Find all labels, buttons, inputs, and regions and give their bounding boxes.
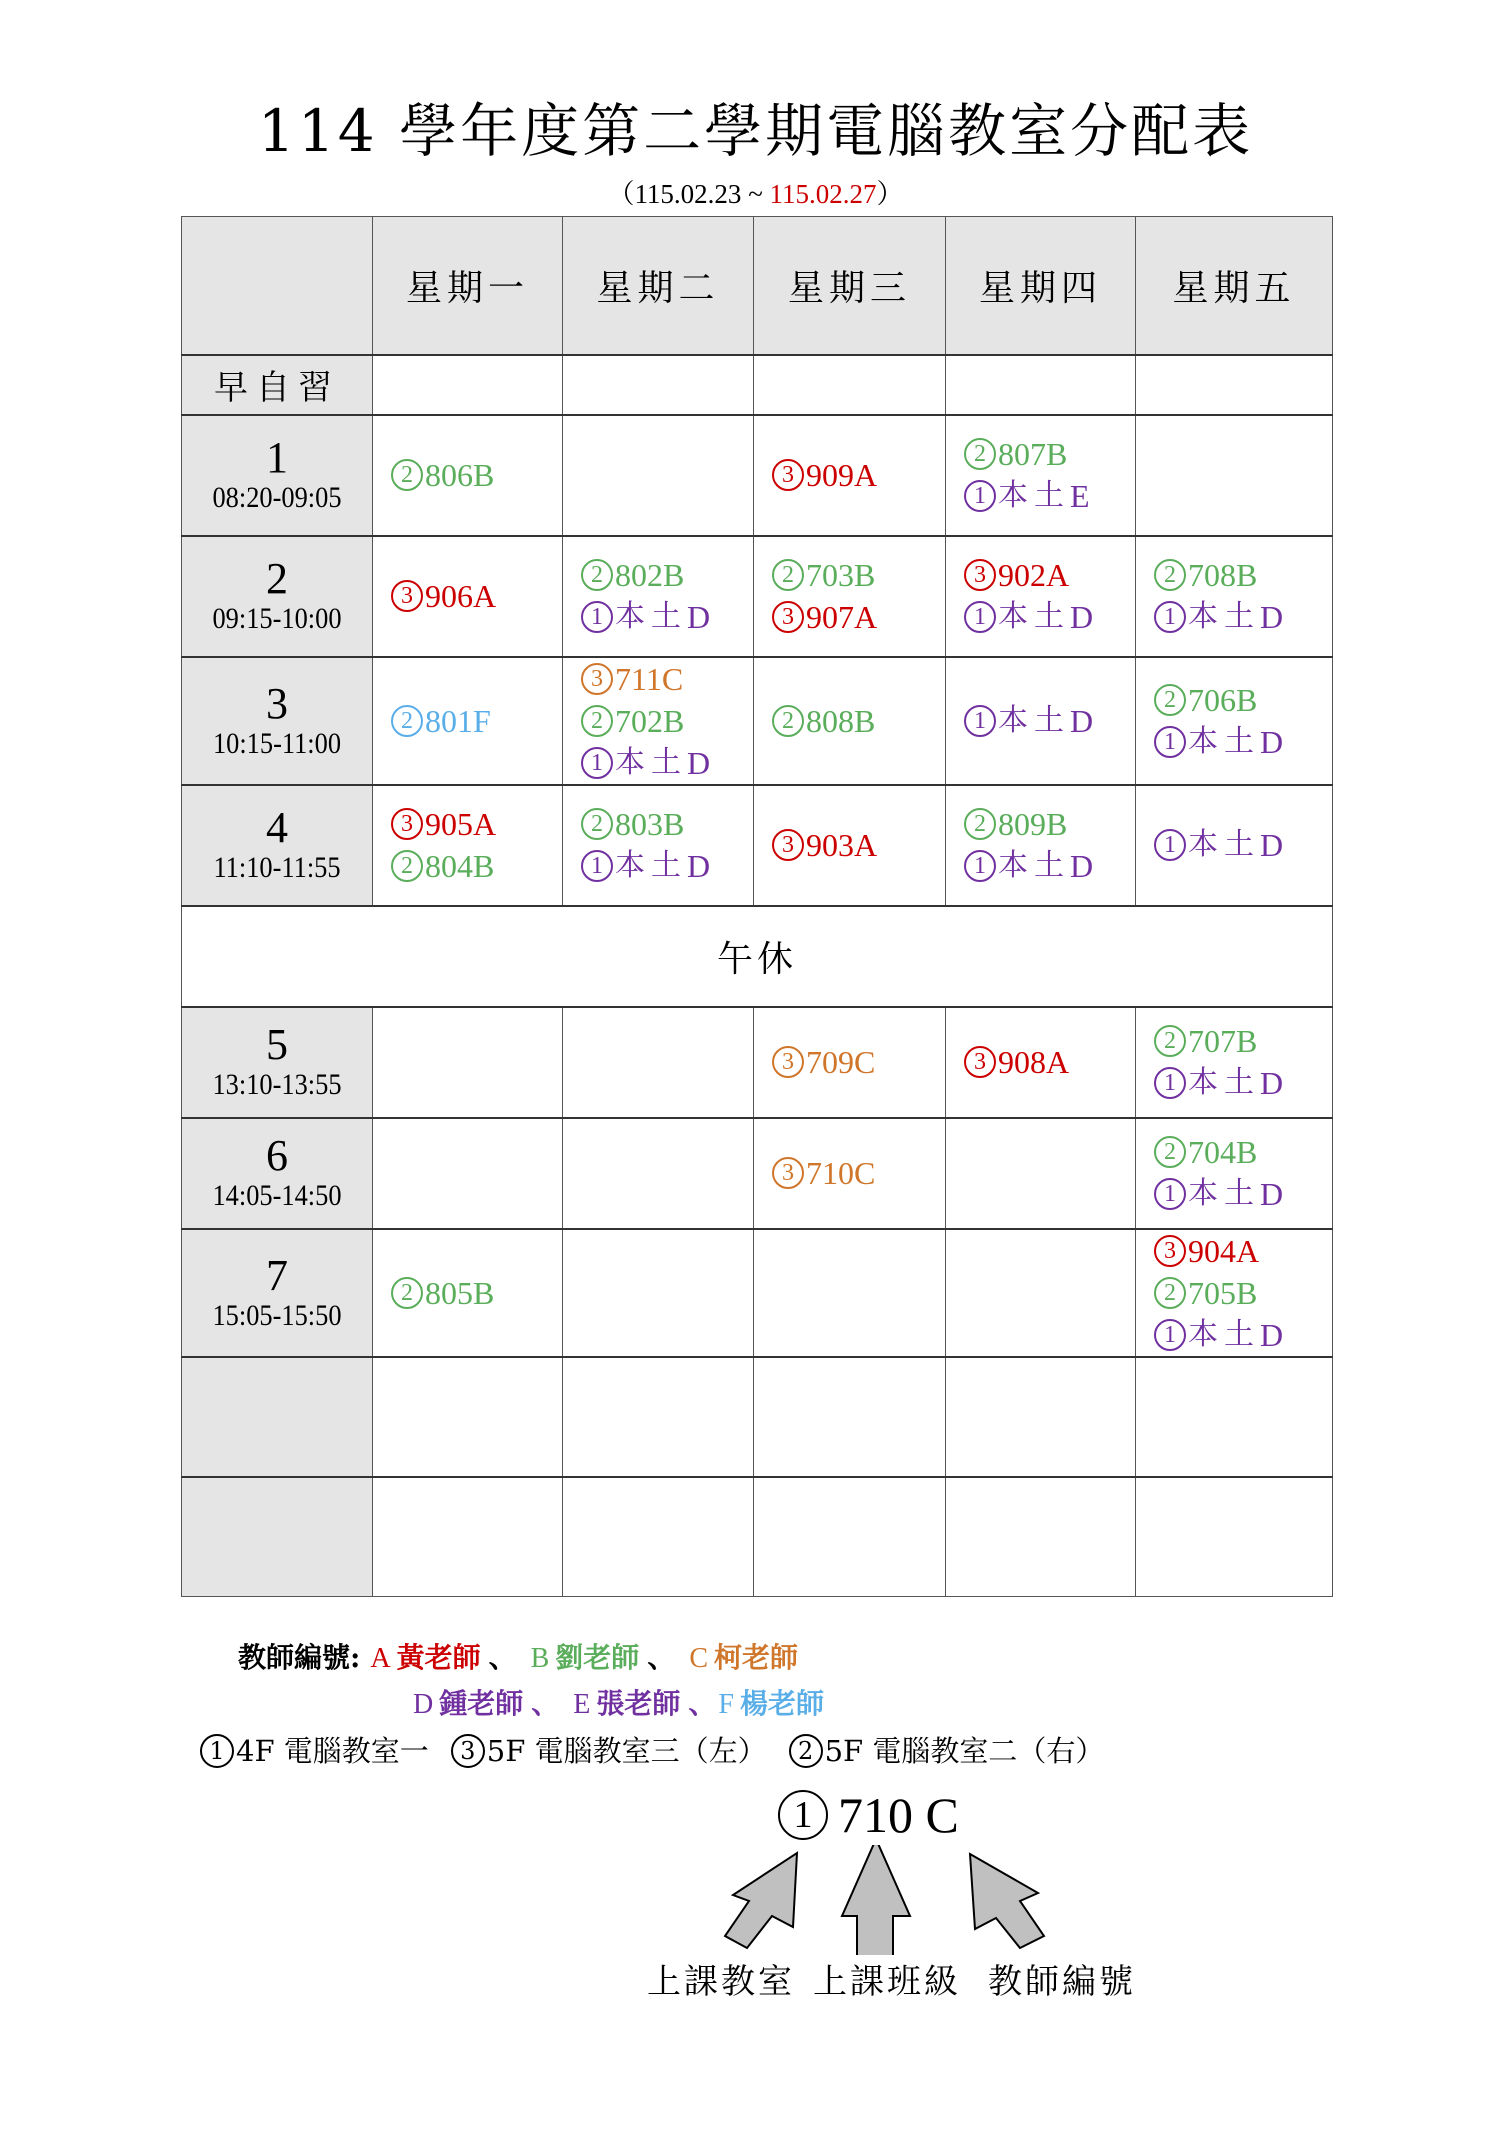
schedule-cell [563,657,754,785]
class-name: 802 [615,557,663,593]
teacher-legend-item [531,1641,644,1674]
period-label-empty [182,1357,373,1477]
class-name: 804 [425,848,473,884]
teacher-name: 楊老師 [739,1687,824,1720]
class-name: 本土 [1188,723,1260,759]
teacher-legend-item [573,1687,684,1720]
class-name: 本土 [1188,827,1260,862]
schedule-cell [1136,1118,1333,1229]
room-circle-icon: 3 [581,663,613,695]
schedule-cell [946,415,1136,536]
class-entry [1154,679,1332,721]
schedule-cell [373,657,563,785]
lunch-break: 午休 [182,906,1333,1007]
class-entry [964,433,1135,475]
room-legend-item [200,1733,429,1769]
room-circle-icon: 1 [1154,1319,1186,1351]
teacher-code: A [854,599,878,635]
date-range [0,176,1511,212]
room-circle-icon: 2 [1154,684,1186,716]
schedule-cell [754,355,946,415]
schedule-cell [946,1357,1136,1477]
teacher-legend-item [718,1687,828,1720]
class-name: 702 [615,702,663,739]
period-number: 7 [266,1250,288,1300]
teacher-name: 張老師 [596,1687,681,1720]
room-circle-icon: 2 [1154,1136,1186,1168]
room-circle-icon: 2 [581,559,613,591]
teacher-code: D [1070,702,1094,739]
schedule-cell [563,1229,754,1357]
room-circle-icon: 3 [1154,1235,1186,1267]
class-entry [391,803,562,845]
period-time: 11:10-11:55 [213,851,341,884]
class-entry [1154,1173,1332,1215]
date-sep: ~ [741,179,770,209]
class-entry [772,700,945,742]
teacher-legend-item [370,1641,484,1674]
teacher-code: E [1070,478,1090,514]
teacher-code: C [854,1044,876,1080]
teacher-code: B [1236,1274,1258,1311]
teacher-code: B [473,457,495,493]
morning-study-label: 早自習 [182,355,373,415]
teacher-code: D [1260,723,1284,760]
schedule-cell [373,1229,563,1357]
class-entry [1154,721,1332,763]
class-entry [772,554,945,596]
room-circle-icon: 2 [1154,559,1186,591]
teacher-code: A [1046,1044,1070,1080]
class-name: 908 [998,1044,1046,1080]
class-name: 808 [806,702,854,739]
period-label [182,415,373,536]
schedule-cell [373,1477,563,1597]
schedule-cell [373,536,563,657]
schedule-cell [563,1118,754,1229]
teacher-name: 黃老師 [396,1641,481,1674]
class-name: 703 [806,557,854,593]
period-label [182,657,373,785]
room-circle-icon: 1 [964,601,996,633]
class-entry [1154,1314,1332,1356]
class-name: 706 [1188,681,1236,718]
period-label [182,1118,373,1229]
class-entry [391,1272,562,1314]
date-close: ） [876,179,904,209]
teacher-code: E [573,1689,591,1720]
class-name: 本土 [615,848,687,883]
schedule-cell [946,355,1136,415]
teacher-code: B [1236,1134,1258,1170]
arrow-up-icon [842,1845,910,1955]
class-name: 本土 [615,599,687,634]
schedule-cell [1136,415,1333,536]
separator: 、 [488,1641,517,1674]
room-circle-icon: 3 [964,559,996,591]
schedule-cell [946,536,1136,657]
schedule-cell [1136,657,1333,785]
room-circle-icon: 1 [964,705,996,737]
teacher-code: A [854,827,878,863]
schedule-cell [754,1229,946,1357]
teacher-code: C [689,1643,709,1674]
class-entry [964,475,1135,517]
teacher-code: B [1236,557,1258,593]
teacher-code: F [473,702,491,739]
separator: 、 [647,1641,676,1674]
room-circle-icon: 1 [1154,1178,1186,1210]
teacher-code: D [1260,1065,1284,1101]
schedule-cell [563,1357,754,1477]
schedule-cell [754,657,946,785]
schedule-cell [1136,785,1333,906]
period-time: 08:20-09:05 [212,481,342,514]
class-entry [1154,1272,1332,1314]
day-header: 星期三 [754,217,946,355]
class-entry [1154,1131,1332,1173]
class-name: 本土 [998,848,1070,883]
class-name: 907 [806,599,854,635]
class-name: 902 [998,557,1046,593]
schedule-cell [1136,355,1333,415]
class-entry [581,596,753,638]
teacher-code: B [1236,1023,1258,1059]
class-name: 本土 [1188,599,1260,634]
room-circle-icon: 3 [451,1734,485,1768]
schedule-cell [946,1007,1136,1118]
room-circle-icon: 2 [964,438,996,470]
room-circle-icon: 2 [581,705,613,737]
schedule-cell [373,1118,563,1229]
room-circle-icon: 2 [391,705,423,737]
period-number: 4 [266,803,288,852]
teacher-name: 劉老師 [555,1641,640,1674]
class-name: 803 [615,806,663,842]
schedule-cell [754,536,946,657]
class-entry [391,575,562,617]
room-circle-icon: 1 [778,1790,828,1840]
class-entry [581,845,753,887]
schedule-cell [1136,1477,1333,1597]
class-name: 906 [425,578,473,614]
teacher-code: A [1046,557,1070,593]
class-name: 本土 [998,702,1070,738]
schedule-cell [754,1118,946,1229]
class-entry [581,700,753,742]
class-entry [391,700,562,742]
room-circle-icon: 2 [391,459,423,491]
schedule-cell [563,1007,754,1118]
teacher-code: B [530,1643,550,1674]
teacher-code: B [1046,806,1068,842]
room-circle-icon: 1 [1154,829,1186,861]
schedule-cell [373,1357,563,1477]
schedule-cell [373,415,563,536]
class-entry [772,1152,945,1194]
schedule-cell [1136,1229,1333,1357]
room-circle-icon: 2 [789,1734,823,1768]
date-end: 115.02.27 [769,179,877,209]
schedule-cell [946,1229,1136,1357]
room-circle-icon: 1 [964,480,996,512]
day-header: 星期四 [946,217,1136,355]
example-text: 710 C [838,1787,959,1843]
class-entry [964,554,1135,596]
class-name: 709 [806,1044,854,1080]
room-circle-icon: 1 [1154,1067,1186,1099]
class-entry [581,742,753,784]
arrow-up-right-icon [970,1854,1044,1948]
room-circle-icon: 1 [581,601,613,633]
example-entry [778,1788,959,1842]
room-circle-icon: 3 [772,829,804,861]
class-entry [1154,596,1332,638]
teacher-code: D [1070,848,1094,884]
teacher-code: F [718,1689,734,1720]
teacher-code: D [687,599,711,635]
room-circle-icon: 1 [200,1734,234,1768]
class-entry [772,824,945,866]
period-label [182,785,373,906]
day-header: 星期一 [373,217,563,355]
schedule-cell [946,1118,1136,1229]
class-name: 909 [806,457,854,493]
period-label [182,1229,373,1357]
teacher-code: B [854,557,876,593]
schedule-table [181,216,1333,1597]
teacher-code: D [1260,599,1284,635]
class-entry [964,845,1135,887]
teacher-code: B [663,557,685,593]
period-time: 14:05-14:50 [212,1179,342,1212]
class-entry [964,596,1135,638]
class-name: 801 [425,702,473,739]
room-circle-icon: 2 [772,559,804,591]
class-name: 904 [1188,1232,1236,1269]
schedule-cell [563,415,754,536]
class-name: 本土 [1188,1065,1260,1100]
class-name: 本土 [1188,1316,1260,1352]
teacher-code: A [854,457,878,493]
class-name: 705 [1188,1274,1236,1311]
label-class: 上課班級 [813,1962,961,2002]
room-circle-icon: 3 [391,580,423,612]
room-legend-item [451,1733,767,1769]
class-name: 710 [806,1155,854,1191]
room-name: 4F 電腦教室一 [236,1734,429,1768]
class-entry [581,554,753,596]
schedule-cell [373,1007,563,1118]
period-label-empty [182,1477,373,1597]
period-number: 3 [266,678,288,728]
period-time: 10:15-11:00 [212,726,342,760]
teacher-code: B [663,806,685,842]
schedule-cell [754,415,946,536]
teacher-code: A [1236,1232,1260,1269]
teacher-code: B [854,702,876,739]
class-name: 707 [1188,1023,1236,1059]
class-name: 本土 [998,599,1070,634]
room-legend-item [789,1733,1105,1769]
class-entry [1154,554,1332,596]
label-classroom: 上課教室 [647,1962,795,2002]
corner-cell [182,217,373,355]
schedule-cell [946,657,1136,785]
class-entry [581,658,753,700]
class-name: 本土 [998,478,1070,513]
class-name: 805 [425,1274,473,1311]
period-label [182,1007,373,1118]
class-name: 807 [998,436,1046,472]
teacher-code: D [1070,599,1094,635]
class-entry [772,1041,945,1083]
teacher-code: D [413,1689,434,1720]
date-start: 115.02.23 [634,179,742,209]
teacher-legend-item [413,1687,527,1720]
room-circle-icon: 3 [391,808,423,840]
class-name: 809 [998,806,1046,842]
room-circle-icon: 1 [964,850,996,882]
class-name: 903 [806,827,854,863]
schedule-cell [946,785,1136,906]
period-time: 09:15-10:00 [212,602,342,635]
room-circle-icon: 1 [581,747,613,779]
schedule-cell [946,1477,1136,1597]
teacher-code: D [687,744,711,781]
teacher-code: B [663,702,685,739]
class-name: 711 [615,660,662,697]
class-name: 708 [1188,557,1236,593]
room-circle-icon: 2 [1154,1025,1186,1057]
teacher-code: D [1260,1316,1284,1353]
room-circle-icon: 3 [772,601,804,633]
schedule-cell [1136,536,1333,657]
class-entry [772,596,945,638]
room-circle-icon: 1 [1154,726,1186,758]
room-circle-icon: 3 [772,1046,804,1078]
room-circle-icon: 3 [772,1157,804,1189]
page-title: 114 學年度第二學期電腦教室分配表 [257,97,1254,165]
room-circle-icon: 3 [772,459,804,491]
teacher-code: B [473,848,495,884]
schedule-cell [754,1477,946,1597]
class-entry [964,700,1135,742]
teacher-code: B [1046,436,1068,472]
teacher-legend-line1 [238,1640,820,1677]
room-circle-icon: 1 [581,850,613,882]
class-name: 本土 [615,744,687,780]
schedule-cell [563,536,754,657]
period-time: 13:10-13:55 [212,1068,342,1101]
period-number: 1 [266,433,288,482]
day-header: 星期五 [1136,217,1333,355]
separator: 、 [688,1687,717,1720]
teacher-code: A [473,578,497,614]
room-circle-icon: 2 [391,1277,423,1309]
teacher-code: B [473,1274,495,1311]
schedule-cell [563,355,754,415]
schedule-cell [373,785,563,906]
teacher-name: 鍾老師 [439,1687,524,1720]
class-entry [1154,824,1332,866]
class-name: 905 [425,806,473,842]
period-number: 5 [266,1020,288,1069]
teacher-code: C [661,660,684,697]
room-name: 5F 電腦教室三（左） [486,1734,767,1768]
day-header: 星期二 [563,217,754,355]
class-entry [391,454,562,496]
separator: 、 [531,1687,560,1720]
teacher-code: D [687,848,711,884]
class-entry [1154,1062,1332,1104]
room-circle-icon: 2 [391,850,423,882]
schedule-cell [754,1007,946,1118]
room-legend [200,1733,1126,1769]
schedule-cell [1136,1007,1333,1118]
class-name: 704 [1188,1134,1236,1170]
arrow-up-left-icon [725,1853,797,1948]
schedule-cell [563,785,754,906]
class-name: 本土 [1188,1176,1260,1211]
teacher-legend-line2 [413,1686,846,1723]
room-circle-icon: 2 [772,705,804,737]
teacher-code: B [1236,681,1258,718]
teacher-code: D [1260,1176,1284,1212]
period-label [182,536,373,657]
room-circle-icon: 3 [964,1046,996,1078]
class-entry [964,1041,1135,1083]
room-name: 5F 電腦教室二（右） [824,1734,1105,1768]
date-open: （ [607,179,635,209]
schedule-cell [373,355,563,415]
teacher-name: 柯老師 [714,1641,799,1674]
schedule-cell [754,785,946,906]
teacher-code: C [854,1155,876,1191]
period-time: 15:05-15:50 [212,1298,342,1332]
pointer-arrows [720,1845,1060,1955]
class-entry [581,803,753,845]
teacher-legend-item [689,1641,802,1674]
room-circle-icon: 1 [1154,601,1186,633]
room-circle-icon: 2 [581,808,613,840]
schedule-cell [1136,1357,1333,1477]
room-circle-icon: 2 [964,808,996,840]
schedule-cell [563,1477,754,1597]
label-teacher-code: 教師編號 [988,1962,1136,2002]
class-entry [772,454,945,496]
class-name: 806 [425,457,473,493]
schedule-cell [754,1357,946,1477]
class-entry [391,845,562,887]
teacher-code: A [473,806,497,842]
teacher-legend-label: 教師編號: [238,1641,361,1674]
room-circle-icon: 2 [1154,1277,1186,1309]
class-entry [964,803,1135,845]
teacher-code: D [1260,827,1284,863]
teacher-code: A [370,1643,391,1674]
class-entry [1154,1020,1332,1062]
period-number: 2 [266,554,288,603]
period-number: 6 [266,1131,288,1180]
class-entry [1154,1230,1332,1272]
